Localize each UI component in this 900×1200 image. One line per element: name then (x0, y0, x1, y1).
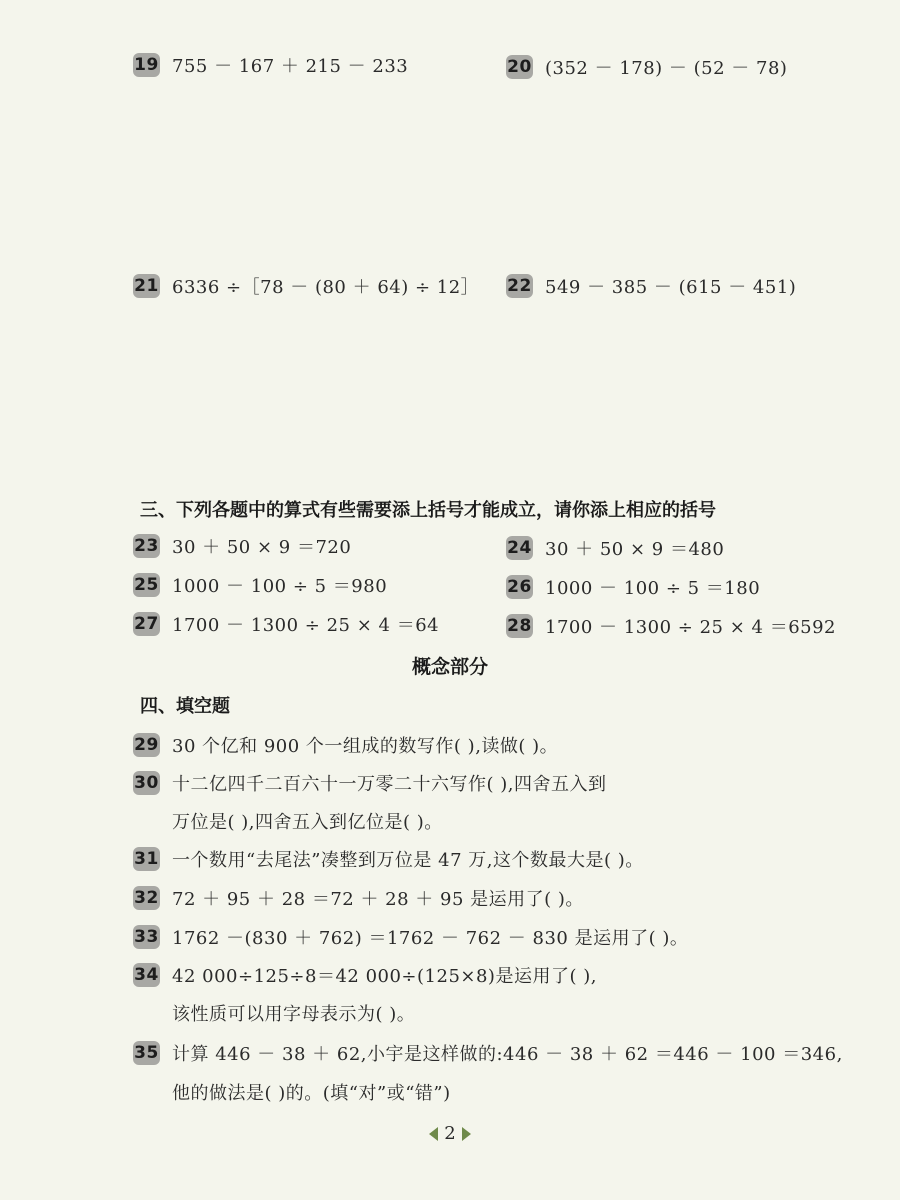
problem-expression: 30 ＋ 50 × 9 ＝480 (545, 539, 725, 560)
problem-29 (133, 732, 558, 758)
problem-30-line-2: 万位是( ),四舍五入到亿位是( )。 (172, 812, 443, 833)
problem-number-badge: 21 (134, 276, 159, 296)
problem-23 (133, 533, 351, 559)
problem-expression: 1000 － 100 ÷ 5 ＝180 (545, 578, 761, 599)
problem-number-badge: 33 (134, 927, 159, 947)
problem-34 (133, 962, 597, 988)
problem-text-line-1: 十二亿四千二百六十一万零二十六写作( ),四舍五入到 (172, 774, 607, 795)
concept-section-title: 概念部分 (411, 656, 488, 678)
problem-26 (506, 574, 760, 600)
problem-expression: 1700 － 1300 ÷ 25 × 4 ＝64 (172, 615, 440, 636)
problem-35-line-2: 他的做法是( )的。(填“对”或“错”) (172, 1083, 451, 1104)
problem-25 (133, 572, 387, 598)
problem-21 (133, 273, 479, 299)
problem-expression: 1700 － 1300 ÷ 25 × 4 ＝6592 (545, 617, 836, 638)
problem-text-line-1: 42 000÷125÷8＝42 000÷(125×8)是运用了( ), (172, 966, 597, 987)
triangle-right-icon (462, 1127, 471, 1141)
problem-31 (133, 846, 644, 872)
page-number: 2 (444, 1123, 456, 1144)
problem-number-badge: 32 (134, 888, 159, 908)
triangle-left-icon (429, 1127, 438, 1141)
problem-34-line-2: 该性质可以用字母表示为( )。 (172, 1004, 416, 1025)
section-3-heading: 三、下列各题中的算式有些需要添上括号才能成立，请你添上相应的括号 (140, 500, 716, 521)
problem-number-badge: 19 (134, 55, 159, 75)
problem-number-badge: 20 (507, 57, 532, 77)
problem-number-badge: 30 (134, 773, 159, 793)
problem-expression: 549 － 385 － (615 － 451) (545, 277, 797, 298)
problem-number-badge: 24 (507, 538, 532, 558)
problem-number-badge: 35 (134, 1043, 159, 1063)
problem-24 (506, 535, 724, 561)
problem-30 (133, 770, 607, 796)
problem-text: 72 ＋ 95 ＋ 28 ＝72 ＋ 28 ＋ 95 是运用了( )。 (172, 889, 584, 910)
problem-expression: 1000 － 100 ÷ 5 ＝980 (172, 576, 388, 597)
problem-number-badge: 23 (134, 536, 159, 556)
problem-expression: 6336 ÷［78 － (80 ＋ 64) ÷ 12］ (172, 277, 480, 298)
problem-expression: (352 － 178) － (52 － 78) (545, 58, 788, 79)
problem-22 (506, 273, 796, 299)
problem-text: 1762 －(830 ＋ 762) ＝1762 － 762 － 830 是运用了( )。 (172, 928, 689, 949)
problem-number-badge: 22 (507, 276, 532, 296)
problem-20 (506, 54, 787, 80)
section-4-heading: 四、填空题 (140, 696, 230, 717)
page-navigation (0, 1123, 900, 1144)
problem-32 (133, 885, 584, 911)
problem-33 (133, 924, 688, 950)
problem-text-line-1: 计算 446 － 38 ＋ 62,小宇是这样做的:446 － 38 ＋ 62 ＝446 － 100 ＝346, (172, 1044, 843, 1065)
problem-number-badge: 31 (134, 849, 159, 869)
problem-27 (133, 611, 439, 637)
problem-28 (506, 613, 836, 639)
problem-number-badge: 26 (507, 577, 532, 597)
problem-number-badge: 29 (134, 735, 159, 755)
problem-number-badge: 34 (134, 965, 159, 985)
problem-35 (133, 1040, 843, 1066)
problem-expression: 755 － 167 ＋ 215 － 233 (172, 56, 409, 77)
problem-number-badge: 28 (507, 616, 532, 636)
problem-expression: 30 ＋ 50 × 9 ＝720 (172, 537, 352, 558)
problem-19 (133, 52, 408, 78)
problem-text: 30 个亿和 900 个一组成的数写作( ),读做( )。 (172, 736, 559, 757)
problem-number-badge: 25 (134, 575, 159, 595)
problem-number-badge: 27 (134, 614, 159, 634)
problem-text: 一个数用“去尾法”凑整到万位是 47 万,这个数最大是( )。 (172, 850, 644, 871)
